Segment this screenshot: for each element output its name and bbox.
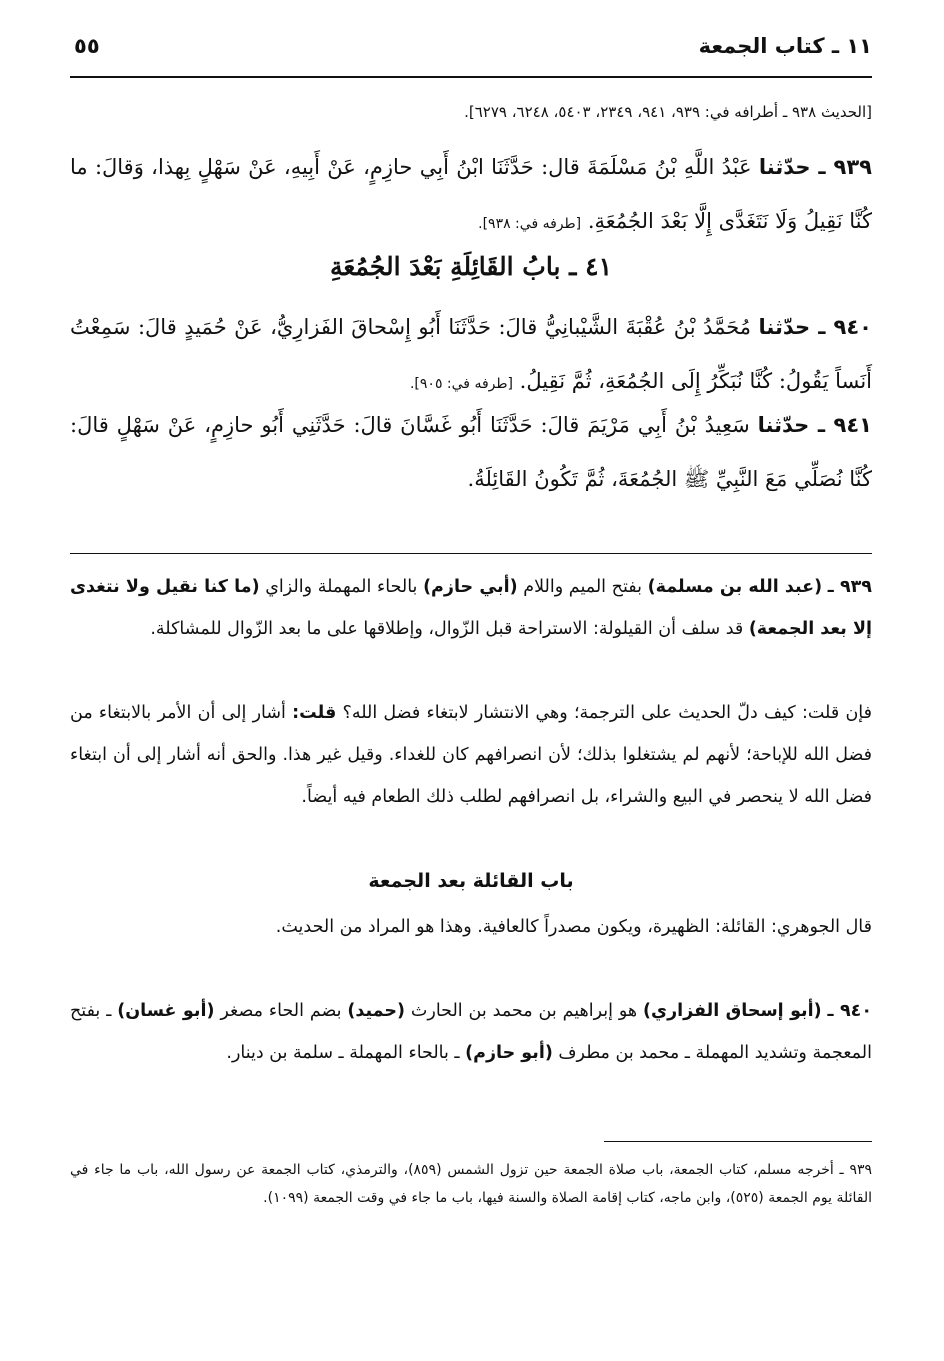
hadith-number: ٩٤١ ـ حدّثنا (757, 413, 872, 437)
header-rule (70, 76, 872, 78)
commentary-940 (70, 990, 872, 1074)
page-number: ٥٥ (74, 34, 100, 58)
comment-text: هو إبراهيم بن محمد بن الحارث (405, 1001, 644, 1021)
comment-number: ٩٤٠ ـ (827, 1001, 872, 1021)
hadith-941 (70, 398, 872, 506)
chapter-title: ١١ ـ كتاب الجمعة (698, 34, 872, 58)
footnote-rule (604, 1141, 872, 1142)
running-header (70, 34, 872, 68)
comment-text: بضم الحاء مصغر (214, 1001, 348, 1021)
bold-term: (عبد الله بن مسلمة) (647, 577, 823, 597)
comment-text: ـ بفتح المعجمة وتشديد المهملة ـ محمد بن مطرف (70, 1001, 872, 1063)
comment-text: بفتح الميم واللام (517, 577, 648, 597)
bold-term: (أبو إسحاق الفزاري) (643, 1001, 822, 1021)
hadith-text: عَبْدُ اللَّهِ بْنُ مَسْلَمَةَ قال: حَدَّثَنَا ابْنُ أَبِي حازِمٍ، عَنْ أَبِيهِ، عَنْ سَهْلٍ بِهذا، وَقالَ: ما كُنَّا نَقِيلُ وَلَا نَتَغَدَّى إِلَّا بَعْدَ الجُمُعَةِ. (70, 155, 872, 233)
hadith-reference: [طرفه في: ٩٠٥]. (409, 376, 513, 392)
hadith-number: ٩٣٩ ـ حدّثنا (758, 155, 872, 179)
commentary-939 (70, 566, 872, 650)
hadith-reference: [طرفه في: ٩٣٨]. (478, 216, 582, 232)
commentary-separator (70, 553, 872, 554)
comment-text: بالحاء المهملة والزاي (259, 577, 424, 597)
comment-text: ـ بالحاء المهملة ـ سلمة بن دينار. (226, 1043, 466, 1063)
hadith-number: ٩٤٠ ـ حدّثنا (758, 315, 872, 339)
commentary-jawhari (70, 906, 872, 948)
comment-text: فإن قلت: كيف دلّ الحديث على الترجمة؛ وهي الانتشار لابتغاء فضل الله؟ (336, 703, 872, 723)
comment-text: قد سلف أن القيلولة: الاستراحة قبل الزّوال، وإطلاقها على ما بعد الزّوال للمشاكلة. (150, 619, 749, 639)
cross-reference-note: [الحديث ٩٣٨ ـ أطرافه في: ٩٣٩، ٩٤١، ٢٣٤٩، ٥٤٠٣، ٦٢٤٨، ٦٢٧٩]. (464, 103, 872, 121)
bold-term: (أبو حازم) (465, 1043, 553, 1063)
bold-term: (ما كنا نقيل ولا نتغدى إلا بعد الجمعة) (70, 577, 872, 639)
hadith-940 (70, 300, 872, 411)
commentary-subheading: باب القائلة بعد الجمعة (368, 870, 574, 892)
bold-term: (أبي حازم) (423, 577, 518, 597)
comment-number: ٩٣٩ ـ (827, 577, 872, 597)
bab-heading: ٤١ ـ بابُ القَائِلَةِ بَعْدَ الجُمُعَةِ (329, 252, 613, 281)
comment-text: قال الجوهري: القائلة: الظهيرة، ويكون مصدراً كالعافية. وهذا هو المراد من الحديث. (275, 917, 872, 937)
footnote: ٩٣٩ ـ أخرجه مسلم، كتاب الجمعة، باب صلاة الجمعة حين تزول الشمس (٨٥٩)، والترمذي، كتاب الجمعة عن رسول الله، باب ما جاء في القائلة يوم الجمعة (٥٢٥)، وابن ماجه، كتاب إقامة الصلاة والسنة فيها، باب ما جاء في وقت الجمعة (١٠٩٩). (70, 1162, 872, 1206)
bold-term: (حميد) (347, 1001, 406, 1021)
bold-term: قلت: (292, 703, 337, 723)
hadith-text: مُحَمَّدُ بْنُ عُقْبَةَ الشَّيْبانِيُّ قالَ: حَدَّثَنَا أَبُو إِسْحاقَ الفَزارِيُّ، عَنْ حُمَيدٍ قالَ: سَمِعْتُ أَنَساً يَقُولُ: كُنَّا نُبَكِّرُ إِلَى الجُمُعَةِ، ثُمَّ نَقِيلُ. (70, 315, 872, 393)
comment-text: أشار إلى أن الأمر بالابتغاء من فضل الله للإباحة؛ لأنهم لم يشتغلوا بذلك؛ لأن انصرافهم كان للغداء. وقيل غير هذا. والحق أنه أشار إلى أن ابتغاء فضل الله لا ينحصر في البيع والشراء، بل انصرافهم لطلب ذلك الطعام فيه أيضاً. (70, 703, 872, 807)
hadith-text: سَعِيدُ بْنُ أَبِي مَرْيَمَ قالَ: حَدَّثَنَا أَبُو غَسَّانَ قالَ: حَدَّثَنِي أَبُو حازِمٍ، عَنْ سَهْلٍ قالَ: كُنَّا نُصَلِّي مَعَ النَّبِيِّ ﷺ الجُمُعَةَ، ثُمَّ تَكُونُ القَائِلَةُ. (70, 413, 872, 491)
hadith-939 (70, 140, 872, 251)
bold-term: (أبو غسان) (117, 1001, 215, 1021)
book-page (70, 0, 872, 1361)
commentary-question (70, 692, 872, 818)
